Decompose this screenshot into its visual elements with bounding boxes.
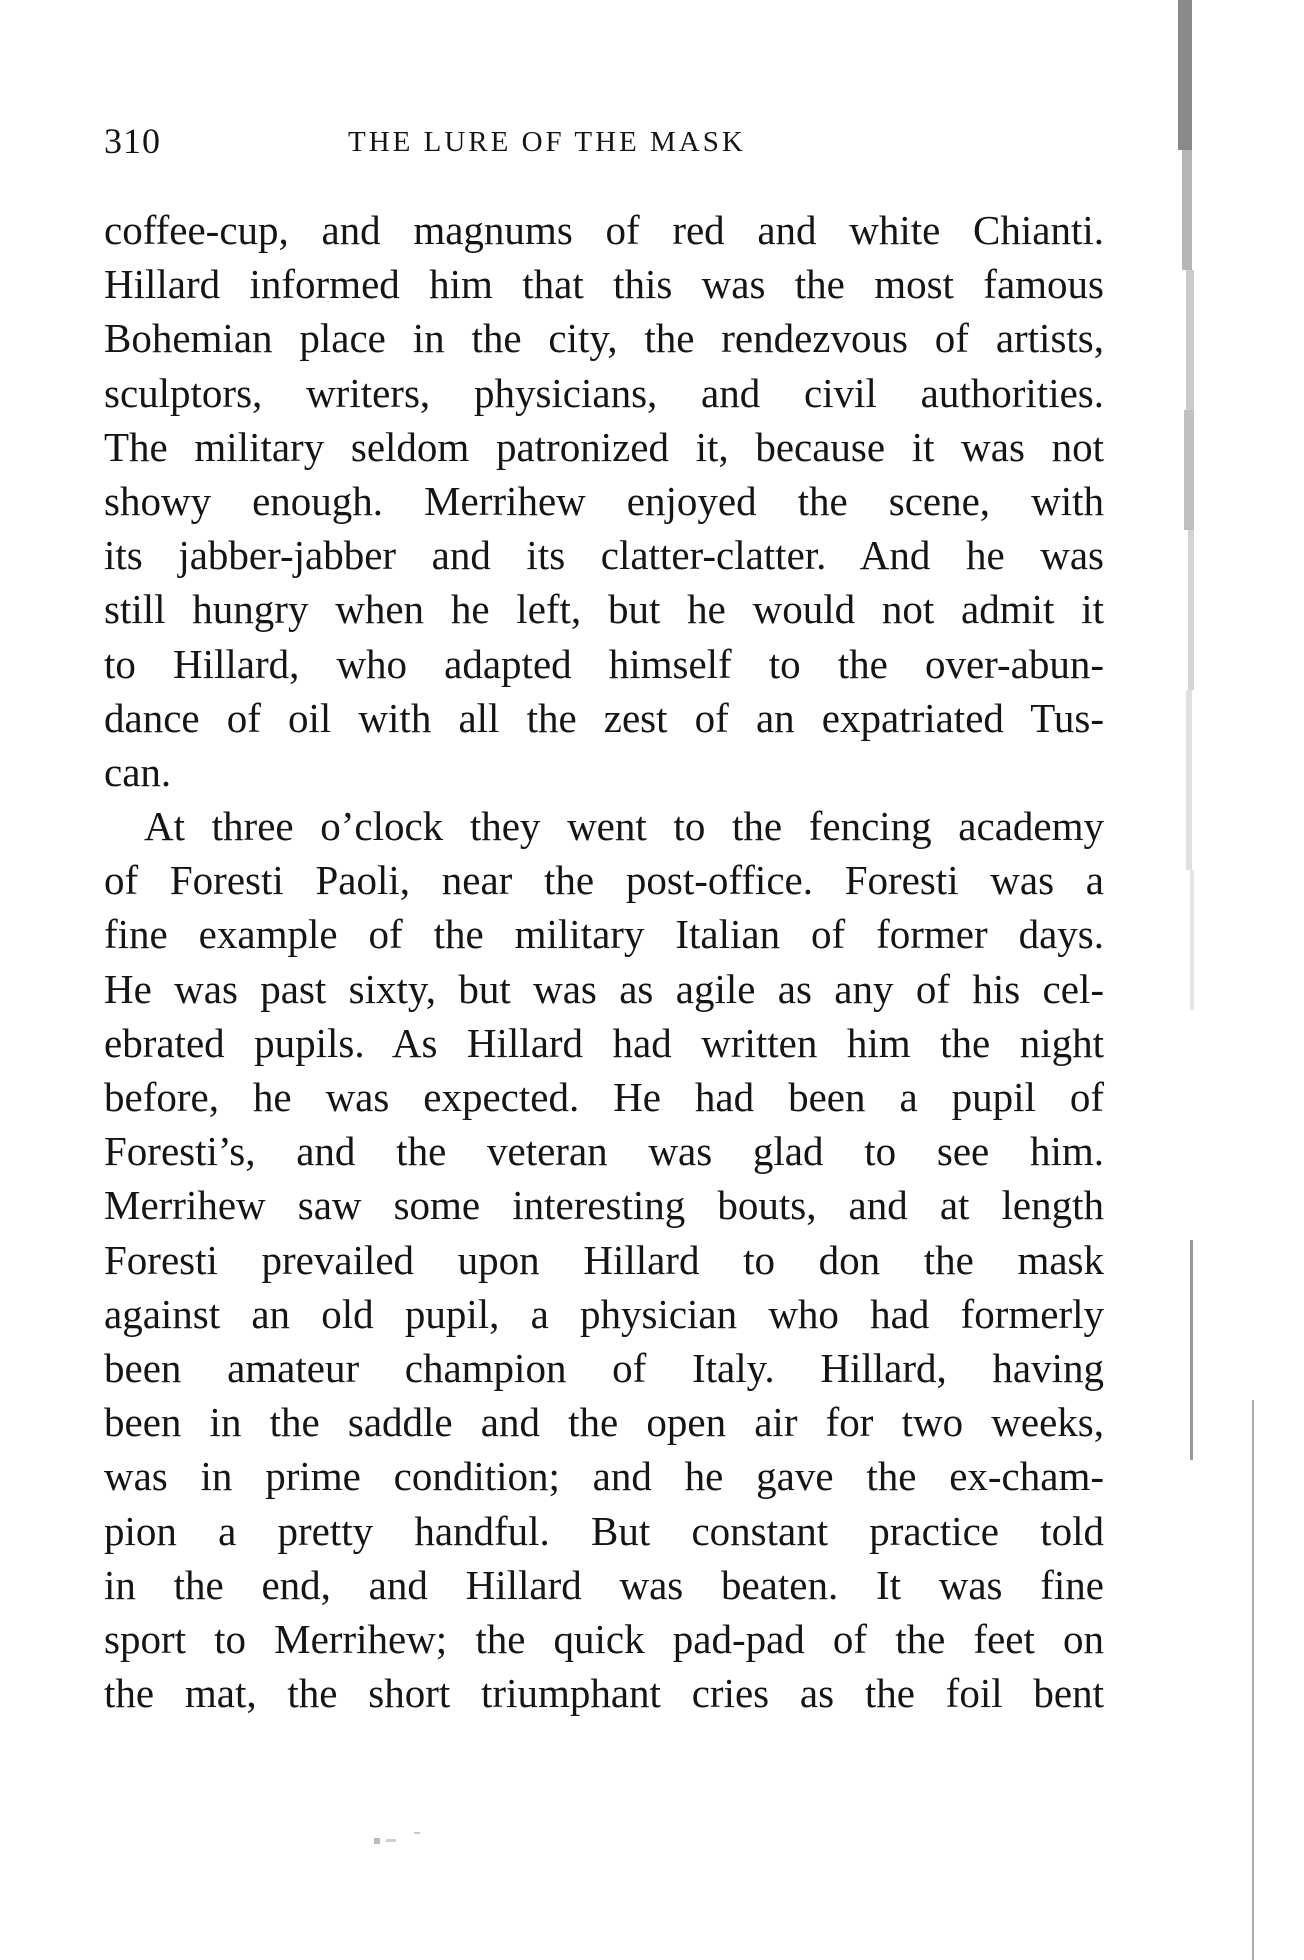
text-line: the mat, the short triumphant cries as the foil bent <box>104 1670 1104 1717</box>
text-line: ebrated pupils. As Hillard had written him the night <box>104 1019 1104 1066</box>
text-line: dance of oil with all the zest of an expatriated Tus- <box>104 694 1104 741</box>
text-line: still hungry when he left, but he would not admit it <box>104 586 1104 633</box>
text-line: sculptors, writers, physicians, and civil authorities. <box>104 369 1104 416</box>
text-line: in the end, and Hillard was beaten. It was fine <box>104 1561 1104 1608</box>
text-line: Foresti’s, and the veteran was glad to see him. <box>104 1128 1104 1175</box>
scan-smudge <box>374 1830 454 1850</box>
text-line: of Foresti Paoli, near the post-office. Foresti was a <box>104 857 1104 904</box>
text-line: sport to Merrihew; the quick pad-pad of the feet on <box>104 1615 1104 1662</box>
text-line: its jabber-jabber and its clatter-clatter. And he was <box>104 532 1104 579</box>
text-line: Hillard informed him that this was the most famous <box>104 261 1104 308</box>
text-line: At three o’clock they went to the fencing academy <box>144 803 1104 850</box>
text-line: He was past sixty, but was as agile as any of his cel- <box>104 965 1104 1012</box>
text-line: was in prime condition; and he gave the ex-cham- <box>104 1453 1104 1500</box>
text-line: Foresti prevailed upon Hillard to don the mask <box>104 1236 1104 1283</box>
text-line: to Hillard, who adapted himself to the over-abun- <box>104 640 1104 687</box>
scan-edge-line <box>1252 1400 1255 1960</box>
scan-speck <box>1190 1240 1194 1460</box>
text-line: can. <box>104 748 172 795</box>
text-line: Merrihew saw some interesting bouts, and at length <box>104 1182 1104 1229</box>
text-line: Bohemian place in the city, the rendezvous of artists, <box>104 315 1104 362</box>
text-line: fine example of the military Italian of former days. <box>104 911 1104 958</box>
text-line: coffee-cup, and magnums of red and white Chianti. <box>104 207 1104 253</box>
scan-edge-noise <box>1172 0 1212 1960</box>
running-head: THE LURE OF THE MASK <box>348 126 746 158</box>
page-header <box>104 120 1104 170</box>
page-number: 310 <box>104 121 161 161</box>
text-line: been in the saddle and the open air for two weeks, <box>104 1399 1104 1446</box>
text-line: showy enough. Merrihew enjoyed the scene, with <box>104 477 1104 524</box>
text-line: against an old pupil, a physician who had formerly <box>104 1290 1104 1337</box>
text-line: The military seldom patronized it, because it was not <box>104 423 1104 470</box>
text-line: pion a pretty handful. But constant practice told <box>104 1507 1104 1554</box>
text-line: before, he was expected. He had been a pupil of <box>104 1074 1104 1120</box>
body-text <box>104 203 1104 1720</box>
text-line: been amateur champion of Italy. Hillard, having <box>104 1344 1104 1391</box>
